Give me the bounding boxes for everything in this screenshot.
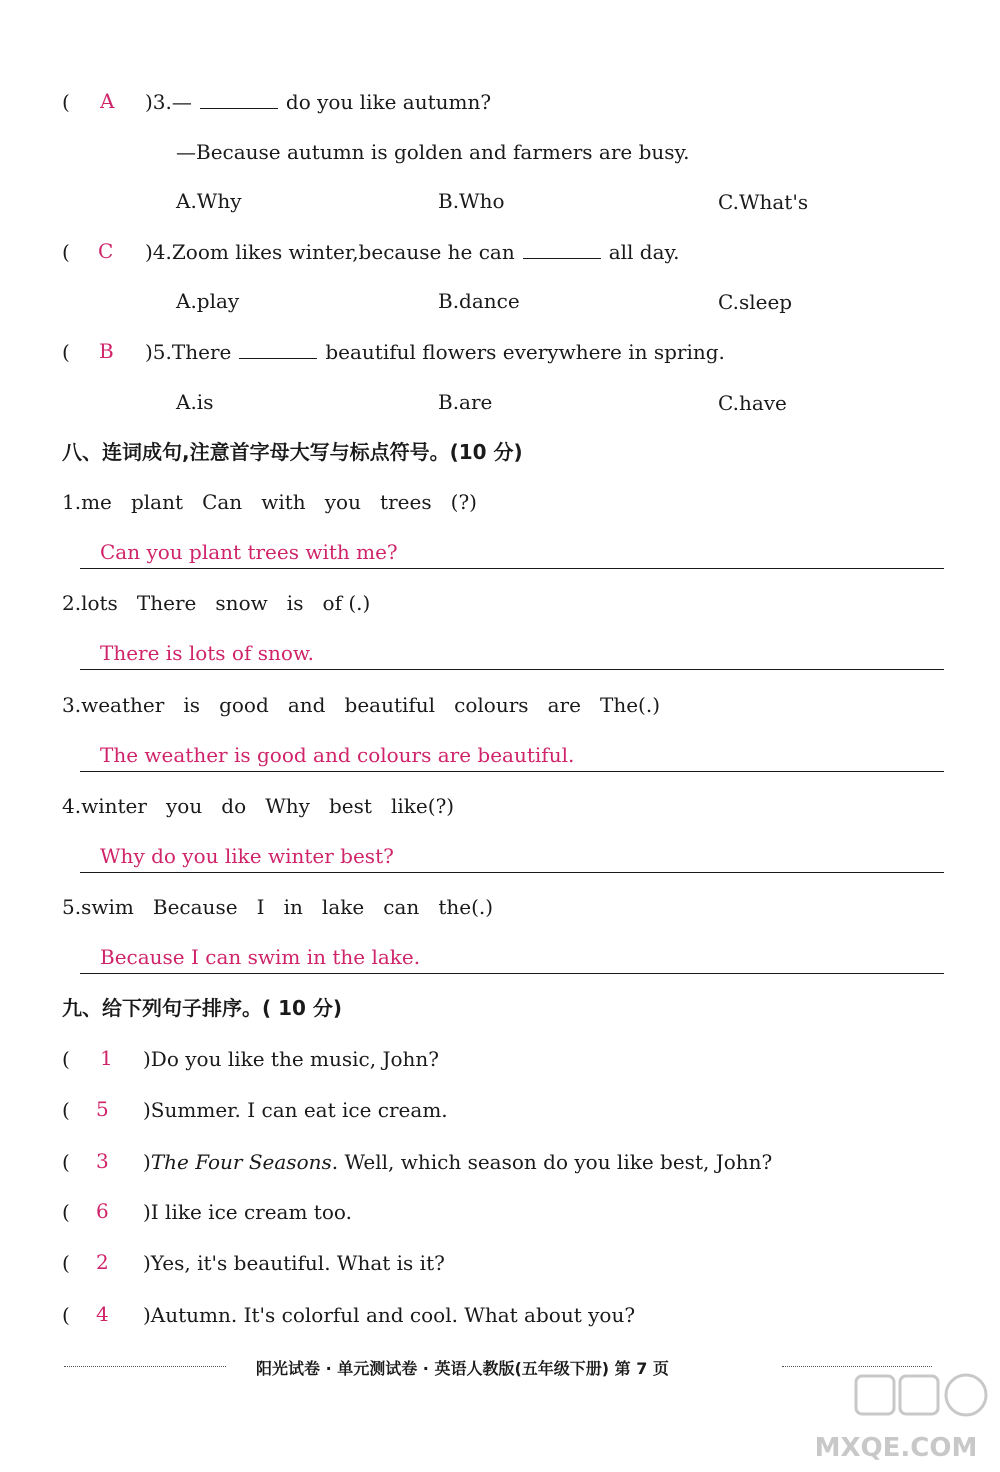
option-c: C.What's xyxy=(718,190,809,214)
open-paren: ( xyxy=(62,1047,70,1071)
sentence: )Summer. I can eat ice cream. xyxy=(143,1098,448,1122)
option-c: C.have xyxy=(718,391,787,415)
order-number: 1 xyxy=(100,1046,113,1070)
title-italic: The Four Seasons xyxy=(150,1150,332,1174)
open-paren: ( xyxy=(62,240,70,264)
answer-line xyxy=(80,872,944,873)
word-prompt: 5.swim Because I in lake can the(.) xyxy=(62,895,494,919)
answer-blank xyxy=(200,90,278,109)
footer-dots-right xyxy=(782,1366,932,1367)
footer-text: 阳光试卷 · 单元测试卷 · 英语人教版(五年级下册) 第 7 页 xyxy=(256,1359,669,1378)
option-b: B.are xyxy=(438,390,493,414)
open-paren: ( xyxy=(62,1303,70,1327)
word-prompt: 1.me plant Can with you trees (?) xyxy=(62,490,477,514)
word-prompt: 3.weather is good and beautiful colours are The(.) xyxy=(62,693,661,717)
answer-text: There is lots of snow. xyxy=(100,641,315,665)
footer-dots-left xyxy=(64,1366,226,1367)
open-paren: ( xyxy=(62,1251,70,1275)
question-stem: )3.— do you like autumn? xyxy=(145,90,492,114)
option-c: C.sleep xyxy=(718,290,793,314)
answer-line xyxy=(80,771,944,772)
answer-blank xyxy=(239,340,317,359)
answer: B xyxy=(99,339,114,363)
open-paren: ( xyxy=(62,340,70,364)
option-a: A.play xyxy=(176,289,240,313)
sentence: )The Four Seasons. Well, which season do you like best, John? xyxy=(143,1150,773,1174)
order-number: 6 xyxy=(96,1199,109,1223)
answer-line xyxy=(80,973,944,974)
answer-blank xyxy=(523,240,601,259)
question-stem: )4.Zoom likes winter,because he can all day. xyxy=(145,240,680,264)
order-number: 2 xyxy=(96,1250,109,1274)
sentence: )Do you like the music, John? xyxy=(143,1047,439,1071)
open-paren: ( xyxy=(62,1098,70,1122)
answer: A xyxy=(100,89,115,113)
option-a: A.is xyxy=(176,390,214,414)
watermark-text: MXQE.COM xyxy=(814,1433,978,1463)
answer-line xyxy=(80,568,944,569)
order-number: 3 xyxy=(96,1149,109,1173)
word-prompt: 2.lots There snow is of (.) xyxy=(62,591,371,615)
answer-text: Because I can swim in the lake. xyxy=(100,945,421,969)
answer-text: Can you plant trees with me? xyxy=(100,540,398,564)
sentence: )Autumn. It's colorful and cool. What about you? xyxy=(143,1303,636,1327)
answer-text: Why do you like winter best? xyxy=(100,844,394,868)
word-prompt: 4.winter you do Why best like(?) xyxy=(62,794,455,818)
sentence: )I like ice cream too. xyxy=(143,1200,352,1224)
option-a: A.Why xyxy=(176,189,242,213)
option-b: B.dance xyxy=(438,289,520,313)
question-followup: —Because autumn is golden and farmers are busy. xyxy=(176,140,690,164)
question-stem: )5.There beautiful flowers everywhere in spring. xyxy=(145,340,725,364)
section-title: 八、连词成句,注意首字母大写与标点符号。(10 分) xyxy=(62,440,523,464)
section-title: 九、给下列句子排序。( 10 分) xyxy=(62,996,343,1020)
open-paren: ( xyxy=(62,1150,70,1174)
order-number: 5 xyxy=(96,1097,109,1121)
open-paren: ( xyxy=(62,90,70,114)
open-paren: ( xyxy=(62,1200,70,1224)
sentence: )Yes, it's beautiful. What is it? xyxy=(143,1251,445,1275)
answer-text: The weather is good and colours are beautiful. xyxy=(100,743,575,767)
order-number: 4 xyxy=(96,1302,109,1326)
answer: C xyxy=(98,239,114,263)
watermark-logo xyxy=(796,1370,992,1470)
option-b: B.Who xyxy=(438,189,505,213)
answer-line xyxy=(80,669,944,670)
